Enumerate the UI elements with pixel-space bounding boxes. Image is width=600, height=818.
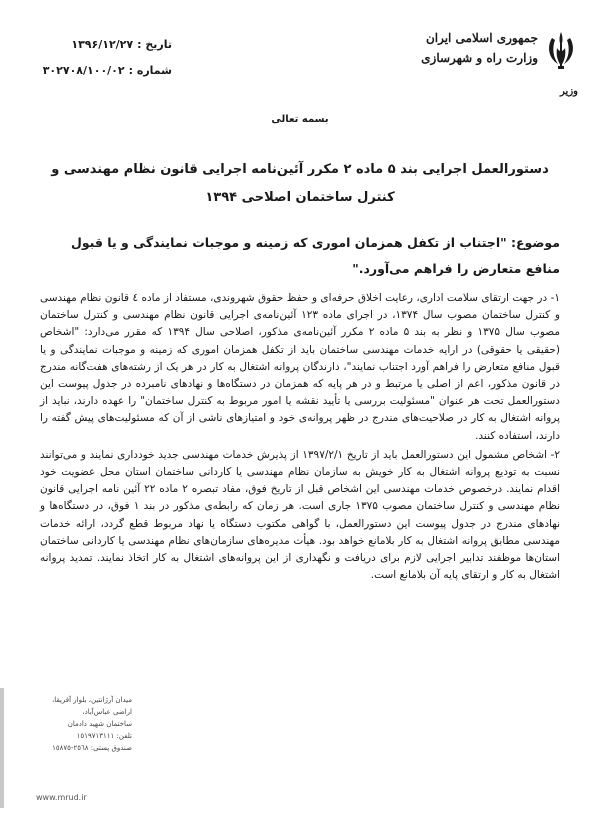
po-box: صندوق پستی: ۲٥٦٨-۱٥٨٧٥	[52, 744, 132, 752]
footer-address	[36, 694, 132, 754]
date-label: تاریخ :	[137, 38, 172, 51]
number-row	[22, 58, 172, 84]
address-line-2: اراضی عباس‌آباد،	[82, 708, 132, 716]
document-title: دستورالعمل اجرایی بند ۵ ماده ۲ مکرر آئین‌نامه اجرایی قانون نظام مهندسی و کنترل ساختمان اصلاحی ۱۳۹۴	[51, 162, 549, 205]
document-meta	[22, 32, 172, 84]
paragraph-2: ۲- اشخاص مشمول این دستورالعمل باید از تاریخ ۱۳۹۷/۲/۱ از پذیرش خدمات مهندسی جدید خودداری نمایند و می‌توانند نسبت به تودیع پروانه اشتغال به کار خویش به سازمان نظام مهندسی یا کاردانی ساختمان استان محل عضویت خود اقدام نمایند. درخصوص خدمات مهندسی این اشخاص قبل از تاریخ فوق، مفاد تبصره ۲ ماده ۲۲ آئین نامه اجرایی قانون نظام مهندسی و کنترل ساختمان مصوب ۱۳۷۵ جاری است. هر زمان که رابطه‌ی مذکور در بند ۱ فوق، در دستگاه‌ها و نهادهای مندرج در جدول پیوست این دستورالعمل، با گواهی مکتوب دستگاه یا نهاد مربوط قطع گردد، ارائه خدمات مهندسی مطابق پروانه اشتغال به کار بلامانع خواهد بود. هیأت مدیره‌های سازمان‌های نظام مهندسی یا کاردانی ساختمان استان‌ها موظفند تدابیر اجرایی لازم برای دریافت و نگهداری از این پروانه‌های اشتغال به کار اتخاذ نمایند. تمدید پروانه اشتغال به کار و ارتقای پایه آن بلامانع است.	[40, 448, 560, 582]
document-body	[40, 290, 560, 586]
iran-emblem-icon	[544, 28, 578, 74]
phone: تلفن: ۱٥١٩٧١٣١١١	[76, 732, 132, 740]
ministry-line-2: وزارت راه و شهرسازی	[421, 51, 538, 65]
number-value: ۳۰۲۷۰۸/۱۰۰/۰۲	[42, 64, 125, 77]
address-line-1: میدان آرژانتین، بلوار آفریقا،	[52, 696, 132, 704]
date-row	[22, 32, 172, 58]
footer-divider	[0, 688, 4, 808]
number-label: شماره :	[128, 64, 172, 77]
website-link[interactable]: www.mrud.ir	[36, 793, 87, 802]
minister-label: وزیر	[560, 86, 578, 97]
paragraph-1: ۱- در جهت ارتقای سلامت اداری، رعایت اخلاق حرفه‌ای و حفظ حقوق شهروندی، مستفاد از ماده ٤ قانون نظام مهندسی و کنترل ساختمان مصوب سال ۱۳۷۴، در اجرای ماده ۱۲۳ آئین‌نامه‌ی اجرایی قانون نظام مهندسی و کنترل ساختمان مصوب سال ۱۳۷۵ و نظر به بند ۵ ماده ۲ مکرر آئین‌نامه‌ی مذکور، اصلاحی سال ۱۳۹۴ که مقرر می‌دارد: "اشخاص (حقیقی یا حقوقی) در ارایه خدمات مهندسی ساختمان باید از تکفل همزمان اموری که زمینه و موجبات نمایندگی و یا قبول منافع متعارض را فراهم آورد اجتناب نمایند"، دارندگان پروانه اشتغال به کار در هر یک از رشته‌های هفت‌گانه مندرج در قانون مذکور، اعم از اصلی یا مرتبط و در هر پایه که همزمان در دستگاه‌ها و نهادهای نامبرده در جدول پیوست این دستورالعمل تحت هر عنوان "مسئولیت بررسی یا تأیید نقشه یا امور مربوط به کنترل ساختمان" را عهده دارند، نباید از پروانه اشتغال به کار در صلاحیت‌های مندرج در ظهر پروانه‌ی خود و امتیازهای ناشی از آن که مسئولیت‌های پیش گفته را دارند، استفاده کنند.	[40, 292, 560, 442]
basmala: بسمه تعالی	[271, 114, 329, 125]
document-subject: موضوع: "اجتناب از تکفل همزمان اموری که زمینه و موجبات نمایندگی و یا قبول منافع متعارض را فراهم می‌آورد."	[70, 235, 560, 276]
date-value: ۱۳۹۶/۱۲/۲۷	[71, 38, 134, 51]
ministry-name	[421, 28, 538, 68]
address-line-3: ساختمان شهید دادمان	[67, 720, 132, 728]
ministry-line-1: جمهوری اسلامی ایران	[425, 31, 538, 45]
